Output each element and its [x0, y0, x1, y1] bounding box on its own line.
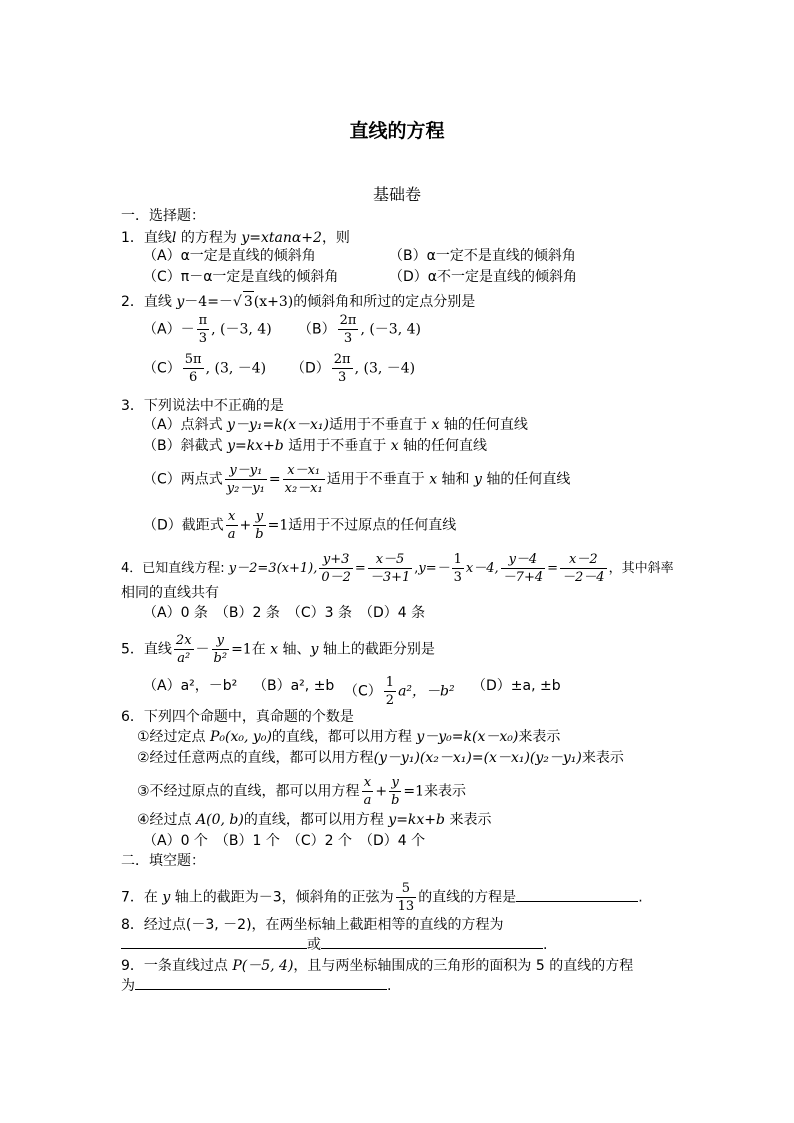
question-2-option-b: （B） $\frac{2\pi}{3}$ , (－3, 4) [298, 313, 421, 346]
question-3-option-b: （B）斜截式 y=kx+b 适用于不垂直于 x 轴的任何直线 [143, 438, 488, 454]
question-9-answer: 为 . [121, 975, 391, 996]
section-choice-heading: 一．选择题： [121, 208, 205, 224]
question-6-stem: 6．下列四个命题中，真命题的个数是 [121, 709, 354, 725]
question-2-option-a: （A）－ $\frac{\pi}{3}$ , (－3, 4) [143, 313, 272, 346]
question-6-prop-3: ③不经过原点的直线，都可以用方程 $\frac{x}{a}$ + $\frac{y}{b}$ =1来表示 [137, 775, 467, 808]
question-5-option-d: （D）±a, ±b [472, 678, 561, 694]
question-2-option-c: （C） $\frac{5\pi}{6}$ , (3, －4) [143, 352, 267, 385]
question-1-stem: 1．直线l 的方程为 y=xtanα+2，则 [121, 230, 350, 246]
question-1-option-b: （B）α一定不是直线的倾斜角 [389, 248, 576, 264]
question-3-option-c: （C）两点式 $\frac{\text{y－y₁}}{\text{y₂－y₁}}$ = $\frac{\text{x－x₁}}{\text{x₂－x₁}}$ 适用于不垂直于 x 轴和 y 轴的任何直线 [143, 463, 571, 496]
question-6-prop-1: ①经过定点 P₀(x₀, y₀)的直线，都可以用方程 y－y₀=k(x－x₀)来表示 [137, 729, 561, 745]
question-4-stem: 4．已知直线方程: y－2=3(x+1), $\frac{y+3}{0-2}$ = $\frac{x-5}{-3+1}$ ,y=－ $\frac{1}{3}$ x－4, $\frac{y-4}{-7+4}$ = $\frac{x-2}{-2-4}$ ，其中斜率 [121, 552, 674, 585]
question-6-options: （A）0 个 （B）1 个 （C）2 个 （D）4 个 [143, 833, 426, 849]
section-fill-heading: 二．填空题： [121, 853, 205, 869]
question-4-stem-cont: 相同的直线共有 [121, 585, 219, 601]
question-8-answers: 或 . [121, 934, 547, 955]
question-5-option-c: （C） $\frac{1}{2}$ a²，－b² [344, 675, 455, 708]
answer-blank-8b[interactable] [321, 934, 543, 949]
question-6-prop-4: ④经过点 A(0, b)的直线，都可以用方程 y=kx+b 来表示 [137, 812, 492, 828]
question-4-options: （A）0 条 （B）2 条 （C）3 条 （D）4 条 [143, 605, 426, 621]
question-3-option-d: （D）截距式 $\frac{x}{a}$ + $\frac{y}{b}$ =1适用于不过原点的任何直线 [143, 509, 457, 542]
question-2-stem: 2．直线 y－4=－√ 3(x+3)的倾斜角和所过的定点分别是 [121, 291, 475, 312]
page-subtitle: 基础卷 [372, 185, 421, 204]
answer-blank-8a[interactable] [121, 934, 307, 949]
question-8: 8．经过点(－3, －2)，在两坐标轴上截距相等的直线的方程为 [121, 917, 504, 933]
question-1-option-a: （A）α一定是直线的倾斜角 [143, 248, 316, 264]
question-2-option-d: （D） $\frac{2\pi}{3}$ , (3, －4) [291, 352, 416, 385]
answer-blank-7[interactable] [516, 887, 638, 902]
question-1-option-c: （C）π－α一定是直线的倾斜角 [143, 269, 339, 285]
question-5-option-b: （B）a², ±b [253, 678, 335, 694]
question-3-stem: 3．下列说法中不正确的是 [121, 398, 284, 414]
question-7: 7．在 y 轴上的截距为－3，倾斜角的正弦为 $\frac{5}{13}$ 的直线的方程是 . [121, 881, 643, 914]
question-3-option-a: （A）点斜式 y－y₁=k(x－x₁)适用于不垂直于 x 轴的任何直线 [143, 417, 528, 433]
question-5-stem: 5．直线 $\frac{2x}{\text{a²}}$ － $\frac{y}{\text{b²}}$ =1在 x 轴、y 轴上的截距分别是 [121, 633, 435, 666]
question-5-option-a: （A）a²，－b² [143, 678, 238, 694]
question-1-option-d: （D）α不一定是直线的倾斜角 [389, 269, 578, 285]
question-6-prop-2: ②经过任意两点的直线，都可以用方程(y－y₁)(x₂－x₁)=(x－x₁)(y₂－y₁)来表示 [137, 750, 624, 766]
page-title: 直线的方程 [349, 120, 445, 142]
answer-blank-9[interactable] [135, 975, 387, 990]
question-9: 9．一条直线过点 P(－5, 4)，且与两坐标轴围成的三角形的面积为 5 的直线的方程 [121, 958, 634, 974]
